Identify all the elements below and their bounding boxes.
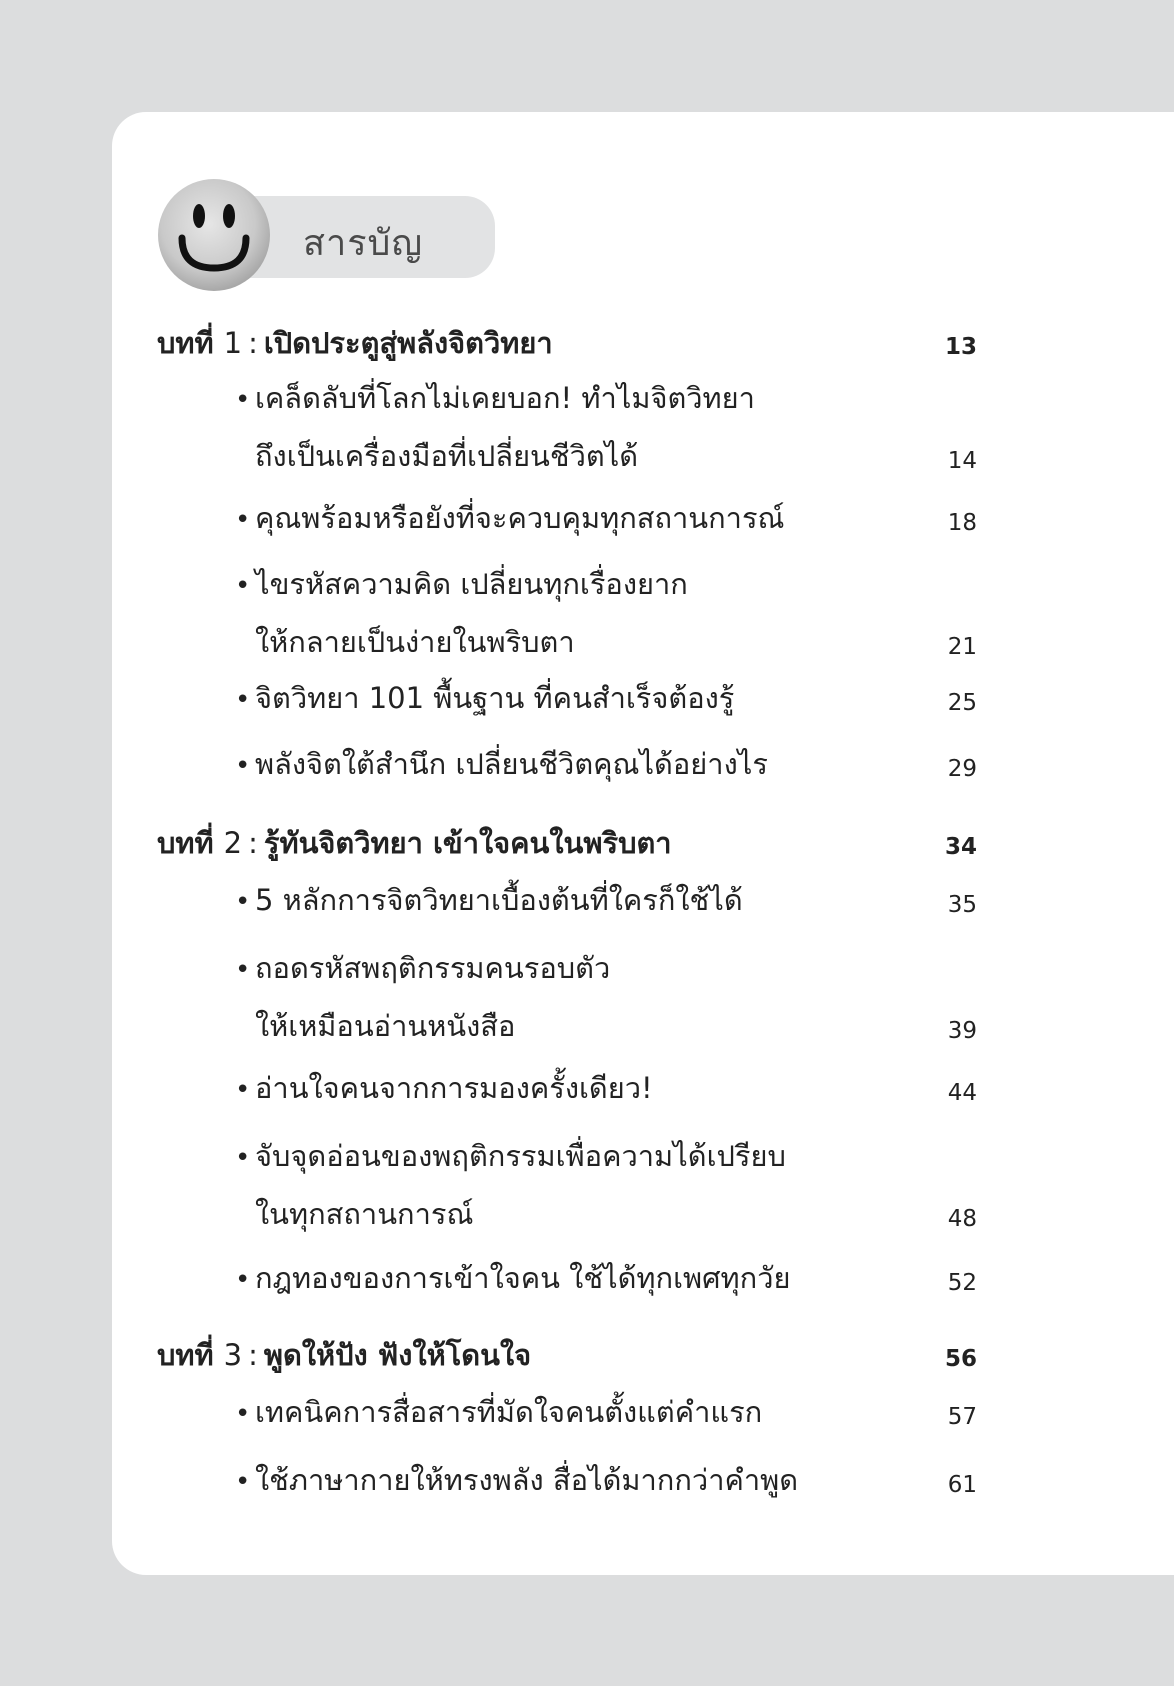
chapter-page-number: 13: [944, 334, 977, 360]
bullet-icon: •: [235, 1075, 251, 1105]
item-line-1: คุณพร้อมหรือยังที่จะควบคุมทุกสถานการณ์: [255, 501, 785, 535]
item-page-number: 52: [947, 1270, 977, 1296]
chapter-1[interactable]: [157, 320, 977, 366]
item-line-2: ให้กลายเป็นง่ายในพริบตา: [255, 625, 575, 659]
item-page-number: 39: [947, 1018, 977, 1044]
list-item[interactable]: [235, 872, 977, 930]
item-page-number: 61: [947, 1472, 977, 1498]
list-item[interactable]: [235, 1060, 977, 1118]
item-page-number: 35: [947, 892, 977, 918]
bullet-icon: •: [235, 751, 251, 781]
list-item[interactable]: [235, 556, 977, 670]
list-item[interactable]: [235, 490, 977, 548]
bullet-icon: •: [235, 1399, 251, 1429]
item-line-1: 5 หลักการจิตวิทยาเบื้องต้นที่ใครก็ใช้ได้: [255, 883, 743, 917]
bullet-icon: •: [235, 1467, 251, 1497]
item-line-1: จับจุดอ่อนของพฤติกรรมเพื่อความได้เปรียบ: [255, 1139, 786, 1173]
list-item[interactable]: [235, 1128, 977, 1242]
chapter-colon: :: [248, 1338, 258, 1372]
item-line-1: กฎทองของการเข้าใจคน ใช้ได้ทุกเพศทุกวัย: [255, 1261, 791, 1295]
item-page-number: 14: [947, 448, 977, 474]
item-line-1: ถอดรหัสพฤติกรรมคนรอบตัว: [255, 951, 611, 985]
item-page-number: 21: [947, 634, 977, 660]
page-title: สารบัญ: [303, 223, 424, 264]
chapter-number: 1: [223, 326, 243, 360]
item-line-2: ให้เหมือนอ่านหนังสือ: [255, 1009, 516, 1043]
item-line-1: เคล็ดลับที่โลกไม่เคยบอก! ทำไมจิตวิทยา: [255, 381, 755, 415]
chapter-number: 3: [223, 1338, 243, 1372]
bullet-icon: •: [235, 505, 251, 535]
chapter-title: รู้ทันจิตวิทยา เข้าใจคนในพริบตา: [263, 826, 672, 860]
bullet-icon: •: [235, 685, 251, 715]
item-line-1: พลังจิตใต้สำนึก เปลี่ยนชีวิตคุณได้อย่างไร: [255, 747, 768, 781]
chapter-page-number: 34: [944, 834, 977, 860]
bullet-icon: •: [235, 385, 251, 415]
bullet-icon: •: [235, 1265, 251, 1295]
item-line-1: ไขรหัสความคิด เปลี่ยนทุกเรื่องยาก: [255, 567, 688, 601]
item-line-1: อ่านใจคนจากการมองครั้งเดียว!: [255, 1071, 653, 1105]
list-item[interactable]: [235, 1250, 977, 1308]
smiley-icon: [155, 176, 273, 294]
chapter-page-number: 56: [944, 1346, 977, 1372]
bullet-icon: •: [235, 887, 251, 917]
item-page-number: 44: [947, 1080, 977, 1106]
chapter-number: 2: [223, 826, 243, 860]
item-page-number: 29: [947, 756, 977, 782]
list-item[interactable]: [235, 1384, 977, 1442]
item-line-2: ถึงเป็นเครื่องมือที่เปลี่ยนชีวิตได้: [255, 439, 639, 473]
list-item[interactable]: [235, 1452, 977, 1510]
chapter-colon: :: [248, 826, 258, 860]
item-page-number: 18: [947, 510, 977, 536]
item-line-1: จิตวิทยา 101 พื้นฐาน ที่คนสำเร็จต้องรู้: [255, 681, 735, 715]
chapter-prefix: บทที่: [157, 1338, 214, 1372]
list-item[interactable]: [235, 736, 977, 794]
item-page-number: 25: [947, 690, 977, 716]
chapter-colon: :: [248, 326, 258, 360]
chapter-prefix: บทที่: [157, 826, 214, 860]
list-item[interactable]: [235, 370, 977, 484]
chapter-title: พูดให้ปัง ฟังให้โดนใจ: [263, 1338, 532, 1372]
chapter-2[interactable]: [157, 820, 977, 866]
list-item[interactable]: [235, 940, 977, 1054]
chapter-title: เปิดประตูสู่พลังจิตวิทยา: [263, 326, 553, 360]
chapter-3[interactable]: [157, 1332, 977, 1378]
item-line-1: เทคนิคการสื่อสารที่มัดใจคนตั้งแต่คำแรก: [255, 1395, 763, 1429]
bullet-icon: •: [235, 1143, 251, 1173]
item-page-number: 57: [947, 1404, 977, 1430]
bullet-icon: •: [235, 955, 251, 985]
list-item[interactable]: [235, 670, 977, 728]
item-page-number: 48: [947, 1206, 977, 1232]
chapter-prefix: บทที่: [157, 326, 214, 360]
bullet-icon: •: [235, 571, 251, 601]
toc-header: [155, 176, 495, 300]
item-line-2: ในทุกสถานการณ์: [255, 1197, 474, 1231]
item-line-1: ใช้ภาษากายให้ทรงพลัง สื่อได้มากกว่าคำพูด: [255, 1463, 799, 1497]
